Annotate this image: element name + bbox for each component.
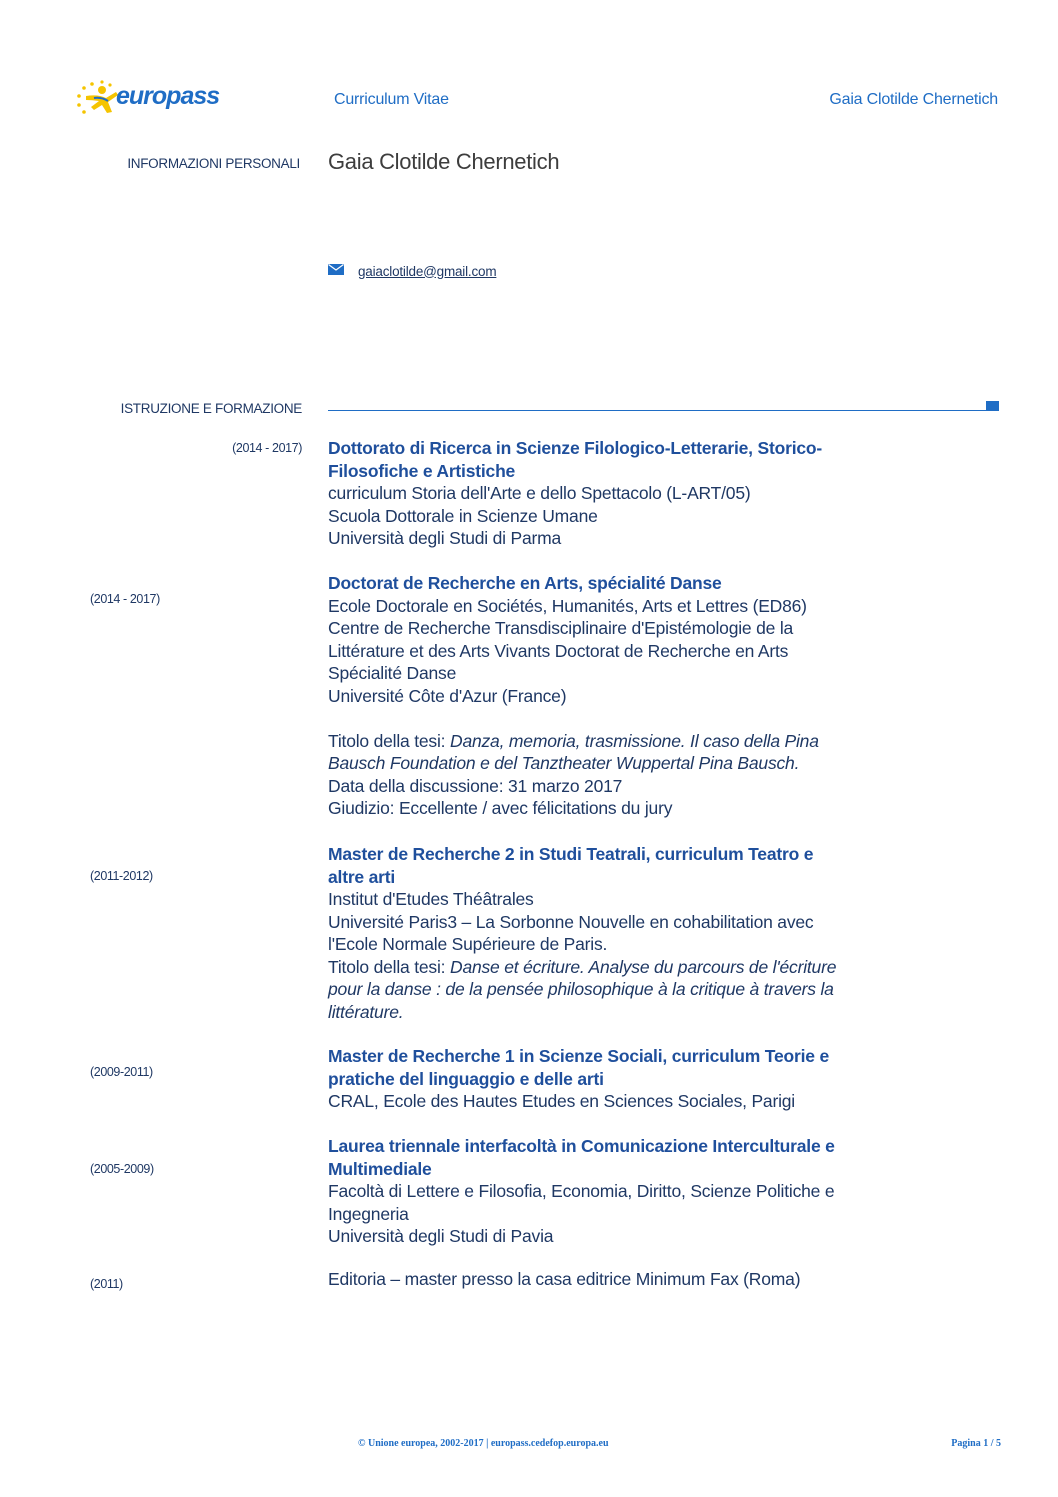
section-marker: [986, 401, 999, 411]
entry-detail: l'Ecole Normale Supérieure de Paris.: [328, 934, 608, 954]
entry-title: Filosofiche e Artistiche: [328, 460, 516, 481]
judgement: Giudizio: Eccellente / avec félicitations du jury: [328, 798, 673, 818]
entry-detail: curriculum Storia dell'Arte e dello Spettacolo (L-ART/05): [328, 483, 751, 503]
entry-detail: Ecole Doctorale en Sociétés, Humanités, Arts et Lettres (ED86): [328, 595, 807, 616]
entry-date: (2011-2012): [90, 869, 153, 883]
entry-date: (2011): [90, 1277, 123, 1291]
footer-copyright: © Unione europea, 2002-2017 | europass.cedefop.europa.eu: [358, 1438, 609, 1449]
entry-detail: Université Côte d'Azur (France): [328, 685, 567, 706]
entry-detail: Università degli Studi di Parma: [328, 528, 562, 548]
entry-detail: Centre de Recherche Transdisciplinaire d'Epistémologie de la: [328, 618, 794, 638]
education-entry: [328, 1135, 888, 1248]
entry-title: Master de Recherche 1 in Scienze Sociali, curriculum Teorie e: [328, 1046, 830, 1066]
thesis-text: Danza, memoria, trasmissione. Il caso della Pina: [450, 730, 819, 751]
entry-title: Multimediale: [328, 1158, 432, 1179]
education-entry: [328, 437, 888, 550]
thesis-title: [328, 730, 888, 753]
entry-detail: Université Paris3 – La Sorbonne Nouvelle en cohabilitation avec: [328, 911, 814, 932]
personal-info-label: INFORMAZIONI PERSONALI: [127, 156, 300, 171]
entry-detail: Editoria – master presso la casa editrice Minimum Fax (Roma): [328, 1269, 801, 1289]
thesis-text: pour la danse : de la pensée philosophique à la critique à travers la: [328, 979, 834, 999]
entry-title: altre arti: [328, 866, 396, 887]
europass-logo: [72, 76, 222, 120]
thesis-text: Bausch Foundation e del Tanztheater Wuppertal Pina Bausch.: [328, 753, 800, 773]
section-divider: [328, 410, 986, 411]
thesis-title: [328, 956, 888, 979]
entry-detail: Università degli Studi di Pavia: [328, 1226, 554, 1246]
thesis-text: littérature.: [328, 1001, 404, 1022]
entry-detail: Spécialité Danse: [328, 663, 457, 683]
entry-detail: Institut d'Etudes Théâtrales: [328, 889, 534, 909]
education-section-label: ISTRUZIONE E FORMAZIONE: [120, 401, 302, 416]
logo-wordmark: europass: [116, 82, 220, 110]
education-entry: [328, 1045, 888, 1113]
education-entry: [328, 843, 888, 1023]
entry-detail: Facoltà di Lettere e Filosofia, Economia, Diritto, Scienze Politiche e: [328, 1181, 835, 1201]
email-link[interactable]: gaiaclotilde@gmail.com: [358, 263, 497, 279]
entry-date: (2014 - 2017): [90, 592, 160, 606]
discussion-date: Data della discussione: 31 marzo 2017: [328, 775, 623, 796]
entry-title: pratiche del linguaggio e delle arti: [328, 1068, 604, 1089]
envelope-icon: [328, 262, 344, 280]
entry-detail: Ingegneria: [328, 1203, 409, 1224]
entry-detail: Scuola Dottorale in Scienze Umane: [328, 505, 598, 526]
person-name: Gaia Clotilde Chernetich: [328, 149, 560, 174]
entry-date: (2009-2011): [90, 1065, 153, 1079]
education-entry: [328, 1268, 888, 1291]
thesis-label: Titolo della tesi:: [328, 730, 450, 751]
entry-date: (2014 - 2017): [232, 441, 302, 455]
education-entry: [328, 572, 888, 820]
entry-title: Master de Recherche 2 in Studi Teatrali, curriculum Teatro e: [328, 844, 814, 864]
header-owner-name: Gaia Clotilde Chernetich: [829, 91, 998, 108]
entry-title: Doctorat de Recherche en Arts, spécialité Danse: [328, 573, 722, 593]
email-row: [328, 262, 496, 280]
entry-title: Dottorato di Ricerca in Scienze Filologico-Letterarie, Storico-: [328, 438, 823, 458]
document-title: Curriculum Vitae: [334, 91, 449, 108]
entry-detail: CRAL, Ecole des Hautes Etudes en Sciences Sociales, Parigi: [328, 1091, 795, 1111]
entry-detail: Littérature et des Arts Vivants Doctorat de Recherche en Arts: [328, 640, 789, 661]
entry-title: Laurea triennale interfacoltà in Comunicazione Interculturale e: [328, 1136, 835, 1156]
page-number: Pagina 1 / 5: [951, 1438, 1001, 1449]
entry-date: (2005-2009): [90, 1162, 154, 1176]
thesis-text: Danse et écriture. Analyse du parcours de l'écriture: [450, 956, 837, 977]
thesis-label: Titolo della tesi:: [328, 956, 450, 977]
